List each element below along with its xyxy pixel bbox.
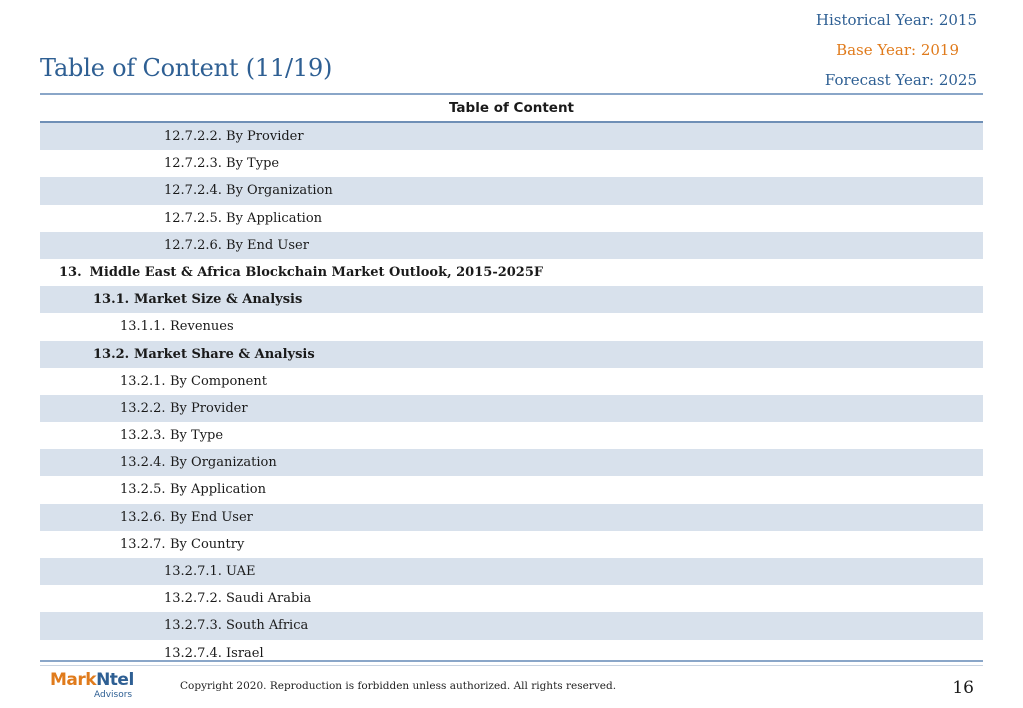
toc-text: Market Size & Analysis (134, 292, 303, 308)
toc-row (40, 313, 983, 340)
toc-row (40, 531, 983, 558)
toc-text: By Type (170, 428, 224, 444)
toc-text: Saudi Arabia (226, 591, 312, 607)
toc-text: By Country (170, 536, 245, 552)
toc-text: By Organization (226, 183, 333, 199)
toc-text: By End User (226, 237, 309, 253)
toc-number: 13.2.7.1. (164, 564, 222, 579)
toc-row-section (40, 341, 983, 368)
logo-ntel-text: Ntel (96, 670, 134, 690)
toc-number: 12.7.2.2. (164, 129, 222, 144)
logo-mark-text: Mark (50, 670, 97, 690)
copyright-notice: Copyright 2020. Reproduction is forbidden unless authorized. All rights reserved. (180, 680, 617, 692)
toc-heading: Table of Content (40, 95, 983, 123)
page-title: Table of Content (11/19) (40, 54, 333, 82)
toc-number: 13.2.5. (120, 482, 166, 498)
toc-text: Israel (226, 645, 264, 661)
toc-row (40, 395, 983, 422)
toc-row (40, 123, 983, 150)
toc-row-chapter (40, 259, 983, 286)
toc-text: By Organization (170, 455, 277, 471)
toc-text: By Provider (170, 400, 248, 416)
toc-row (40, 504, 983, 531)
logo-wordmark (50, 670, 140, 690)
toc-row (40, 558, 983, 585)
toc-number: 13.2.4. (120, 455, 166, 471)
toc-row (40, 205, 983, 232)
toc-text: By End User (170, 509, 253, 525)
toc-text: By Application (170, 482, 266, 498)
toc-text: By Application (226, 210, 323, 226)
toc-number: 13.2.3. (120, 428, 166, 444)
toc-table (40, 93, 983, 667)
historical-year: Historical Year: 2015 (815, 11, 977, 29)
toc-number: 13.2.7.4. (164, 645, 222, 661)
toc-number: 13.1.1. (120, 319, 166, 335)
toc-row (40, 476, 983, 503)
table-bottom-rule (40, 660, 983, 666)
toc-number: 12.7.2.5. (164, 210, 222, 226)
toc-number: 13.1. (93, 292, 130, 308)
toc-number: 13.2.7. (120, 536, 166, 552)
toc-number: 12.7.2.6. (164, 237, 222, 253)
toc-row (40, 232, 983, 259)
toc-text: By Component (170, 373, 267, 389)
toc-text: Market Share & Analysis (134, 346, 315, 362)
toc-text: UAE (226, 564, 256, 579)
toc-number: 13.2.6. (120, 509, 166, 525)
toc-number: 13. (59, 264, 82, 280)
toc-number: 13.2. (93, 346, 130, 362)
base-year: Base Year: 2019 (836, 41, 959, 59)
toc-row (40, 422, 983, 449)
toc-text: Revenues (170, 319, 234, 335)
toc-number: 13.2.7.3. (164, 618, 222, 634)
markntel-logo (50, 670, 140, 704)
toc-number: 13.2.2. (120, 400, 166, 416)
toc-row (40, 449, 983, 476)
toc-text: By Type (226, 156, 280, 172)
toc-number: 13.2.7.2. (164, 591, 222, 607)
forecast-year: Forecast Year: 2025 (824, 71, 977, 89)
toc-text: Middle East & Africa Blockchain Market Outlook, 2015-2025F (89, 264, 544, 280)
toc-row (40, 177, 983, 204)
toc-row-section (40, 286, 983, 313)
toc-row (40, 585, 983, 612)
toc-number: 12.7.2.4. (164, 183, 222, 199)
toc-row (40, 368, 983, 395)
toc-number: 13.2.1. (120, 373, 166, 389)
toc-row (40, 150, 983, 177)
logo-subtitle: Advisors (94, 690, 133, 700)
toc-row (40, 612, 983, 639)
year-info (816, 10, 977, 100)
toc-text: South Africa (226, 618, 309, 634)
toc-number: 12.7.2.3. (164, 156, 222, 172)
toc-text: By Provider (226, 129, 304, 144)
page-number: 16 (952, 678, 974, 698)
